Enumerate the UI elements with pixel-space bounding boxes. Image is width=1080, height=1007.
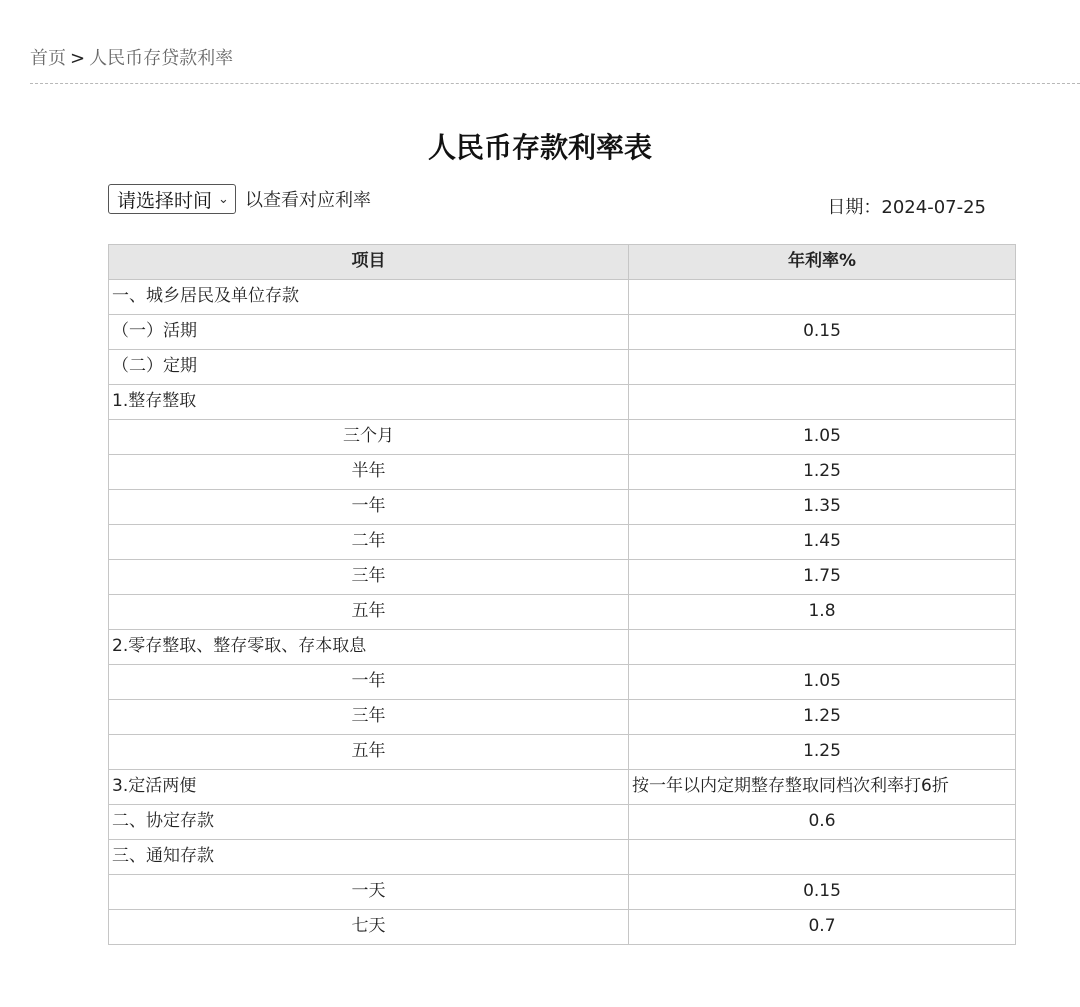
row-item-cell: 三年 <box>109 700 629 735</box>
row-item-cell: 五年 <box>109 595 629 630</box>
table-row <box>109 420 1016 455</box>
row-item-cell: （二）定期 <box>109 350 629 385</box>
table-row <box>109 770 1016 805</box>
row-rate-cell: 0.15 <box>629 315 1016 350</box>
table-row <box>109 700 1016 735</box>
row-item-cell: 3.定活两便 <box>109 770 629 805</box>
row-rate-cell: 1.75 <box>629 560 1016 595</box>
table-row <box>109 280 1016 315</box>
row-rate-cell: 1.05 <box>629 665 1016 700</box>
table-row <box>109 385 1016 420</box>
table-row <box>109 350 1016 385</box>
row-rate-cell <box>629 840 1016 875</box>
header-rate: 年利率% <box>629 245 1016 280</box>
table-row <box>109 455 1016 490</box>
deposit-rates-table <box>108 244 1016 945</box>
table-row <box>109 665 1016 700</box>
row-item-cell: 三年 <box>109 560 629 595</box>
table-row <box>109 735 1016 770</box>
row-rate-cell: 1.25 <box>629 735 1016 770</box>
row-item-cell: 一年 <box>109 490 629 525</box>
row-item-cell: 二、协定存款 <box>109 805 629 840</box>
row-rate-cell: 1.35 <box>629 490 1016 525</box>
row-rate-cell: 1.25 <box>629 700 1016 735</box>
row-item-cell: 一、城乡居民及单位存款 <box>109 280 629 315</box>
row-rate-cell: 1.8 <box>629 595 1016 630</box>
table-row <box>109 595 1016 630</box>
time-select[interactable] <box>108 184 236 214</box>
row-rate-cell <box>629 385 1016 420</box>
row-item-cell: 半年 <box>109 455 629 490</box>
row-item-cell: 1.整存整取 <box>109 385 629 420</box>
table-row <box>109 805 1016 840</box>
time-filter <box>108 184 371 214</box>
table-row <box>109 840 1016 875</box>
table-row <box>109 525 1016 560</box>
breadcrumb <box>30 44 233 70</box>
row-rate-cell <box>629 350 1016 385</box>
breadcrumb-current-link[interactable]: 人民币存贷款利率 <box>89 48 234 69</box>
row-item-cell: 五年 <box>109 735 629 770</box>
row-rate-cell: 0.7 <box>629 910 1016 945</box>
row-item-cell: 三、通知存款 <box>109 840 629 875</box>
table-header-row <box>109 245 1016 280</box>
row-rate-cell <box>629 630 1016 665</box>
row-item-cell: 一天 <box>109 875 629 910</box>
row-rate-cell: 0.6 <box>629 805 1016 840</box>
table-body <box>109 280 1016 945</box>
row-rate-cell: 0.15 <box>629 875 1016 910</box>
page-title: 人民币存款利率表 <box>427 131 652 164</box>
row-rate-cell <box>629 280 1016 315</box>
table-row <box>109 875 1016 910</box>
row-item-cell: 二年 <box>109 525 629 560</box>
row-rate-cell: 1.45 <box>629 525 1016 560</box>
row-rate-cell: 按一年以内定期整存整取同档次利率打6折 <box>629 770 1016 805</box>
table-row <box>109 490 1016 525</box>
row-item-cell: 三个月 <box>109 420 629 455</box>
header-item: 项目 <box>109 245 629 280</box>
row-item-cell: （一）活期 <box>109 315 629 350</box>
table-row <box>109 630 1016 665</box>
row-item-cell: 七天 <box>109 910 629 945</box>
time-select-value: 请选择时间 <box>117 189 213 212</box>
row-rate-cell: 1.05 <box>629 420 1016 455</box>
row-item-cell: 一年 <box>109 665 629 700</box>
row-rate-cell: 1.25 <box>629 455 1016 490</box>
row-item-cell: 2.零存整取、整存零取、存本取息 <box>109 630 629 665</box>
breadcrumb-separator: > <box>70 48 86 69</box>
table-row <box>109 315 1016 350</box>
table-row <box>109 560 1016 595</box>
time-select-hint: 以查看对应利率 <box>245 190 372 211</box>
table-row <box>109 910 1016 945</box>
date-label: 日期：2024-07-25 <box>827 197 986 218</box>
breadcrumb-divider <box>30 83 1080 84</box>
breadcrumb-home-link[interactable]: 首页 <box>30 48 66 69</box>
chevron-down-icon: ⌄ <box>218 191 229 207</box>
